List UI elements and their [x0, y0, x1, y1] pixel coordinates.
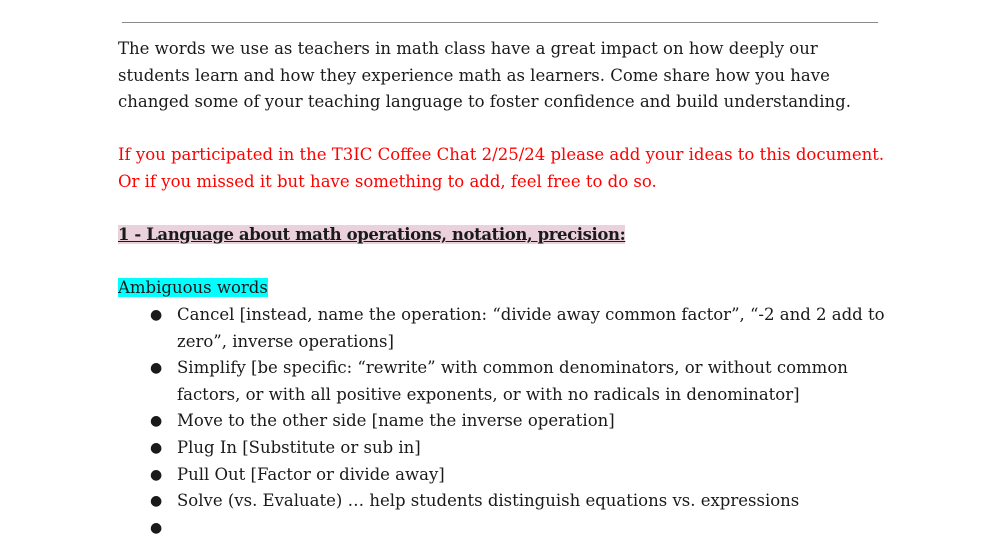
- section-heading: 1 - Language about math operations, notation, precision:: [118, 225, 626, 245]
- bullet-list: [118, 302, 908, 541]
- list-item: [118, 408, 908, 435]
- horizontal-rule: [122, 22, 878, 23]
- list-item-text: zero”, inverse operations]: [177, 331, 394, 351]
- intro-line: changed some of your teaching language to foster confidence and build understanding.: [118, 92, 851, 112]
- list-item-text: Plug In [Substitute or sub in]: [177, 437, 421, 457]
- intro-line: students learn and how they experience math as learners. Come share how you have: [118, 65, 830, 85]
- list-item-text: factors, or with all positive exponents, or with no radicals in denominator]: [177, 384, 800, 404]
- bullet-icon: ●: [150, 306, 163, 323]
- list-item-text: Pull Out [Factor or divide away]: [177, 464, 445, 484]
- intro-line: The words we use as teachers in math class have a great impact on how deeply our: [118, 39, 818, 58]
- document-body: [118, 36, 908, 541]
- list-item: [118, 435, 908, 462]
- notice-line: Or if you missed it but have something to add, feel free to do so.: [118, 171, 657, 191]
- list-item: [118, 515, 908, 541]
- notice-line: If you participated in the T3IC Coffee Chat 2/25/24 please add your ideas to this document.: [118, 145, 885, 165]
- bullet-icon: ●: [150, 360, 163, 377]
- list-item: [118, 355, 908, 408]
- bullet-icon: ●: [150, 493, 163, 510]
- list-item-text: Solve (vs. Evaluate) … help students distinguish equations vs. expressions: [177, 491, 800, 511]
- list-item: [118, 302, 908, 355]
- bullet-icon: ●: [150, 413, 163, 430]
- bullet-icon: ●: [150, 466, 163, 483]
- list-item: [118, 462, 908, 489]
- intro-paragraph: [118, 36, 908, 116]
- list-item-text: Simplify [be specific: “rewrite” with common denominators, or without common: [177, 358, 848, 378]
- section-heading-wrap: [118, 222, 908, 249]
- list-item: [118, 488, 908, 515]
- participation-notice: [118, 142, 908, 195]
- bullet-icon: ●: [150, 519, 163, 536]
- list-item-text: Move to the other side [name the inverse operation]: [177, 411, 615, 431]
- list-item-text: Cancel [instead, name the operation: “divide away common factor”, “-2 and 2 add to: [177, 304, 885, 324]
- bullet-icon: ●: [150, 439, 163, 456]
- subheading-wrap: [118, 275, 908, 302]
- subheading-ambiguous-words: Ambiguous words: [118, 278, 268, 298]
